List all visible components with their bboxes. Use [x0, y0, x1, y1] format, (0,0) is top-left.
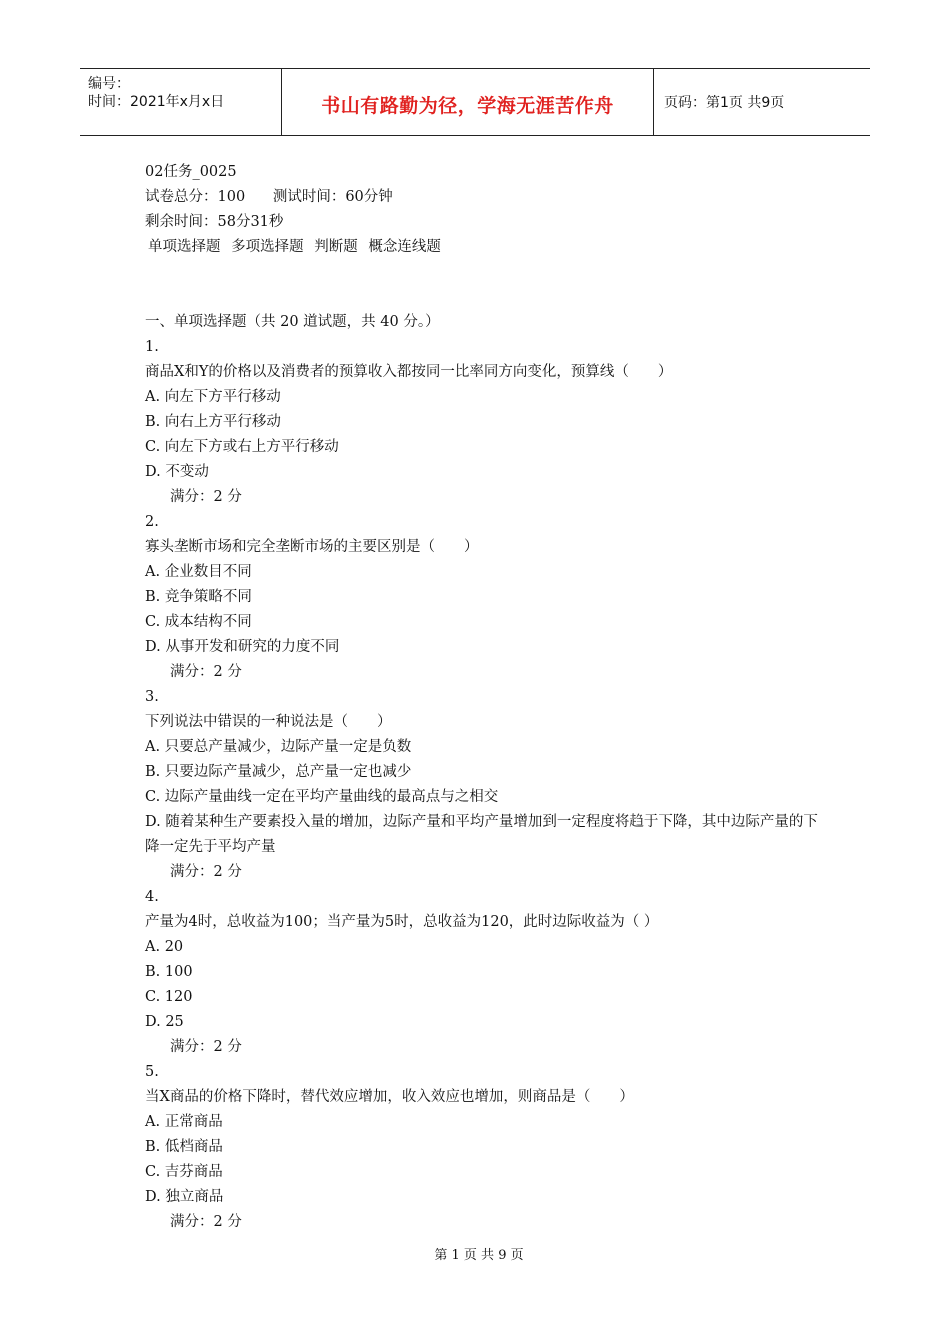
header-info-cell	[80, 69, 282, 135]
answer-option[interactable]: A. 正常商品	[145, 1114, 223, 1130]
question-type-tabs	[145, 235, 825, 260]
question-block	[145, 885, 825, 1060]
answer-option[interactable]: B. 向右上方平行移动	[145, 414, 281, 430]
question-score: 满分：2 分	[170, 489, 242, 505]
answer-option[interactable]: A. 20	[145, 939, 184, 955]
tab-concept-matching[interactable]: 概念连线题	[368, 239, 441, 255]
question-score: 满分：2 分	[170, 1039, 242, 1055]
question-stem: 商品X和Y的价格以及消费者的预算收入都按同一比率同方向变化，预算线（ ）	[145, 364, 673, 380]
answer-option[interactable]: D. 不变动	[145, 464, 209, 480]
question-stem: 当X商品的价格下降时，替代效应增加，收入效应也增加，则商品是（ ）	[145, 1089, 634, 1105]
question-stem: 寡头垄断市场和完全垄断市场的主要区别是（ ）	[145, 539, 479, 555]
task-name: 02任务_0025	[145, 164, 237, 180]
question-block	[145, 685, 825, 885]
header-page-info: 页码：第1页 共9页	[664, 95, 785, 111]
exam-content	[145, 160, 825, 1235]
answer-option[interactable]: C. 成本结构不同	[145, 614, 252, 630]
question-score: 满分：2 分	[170, 864, 242, 880]
page-footer	[0, 1244, 950, 1263]
question-number: 2.	[145, 514, 159, 530]
question-stem: 下列说法中错误的一种说法是（ ）	[145, 714, 392, 730]
total-score-and-time: 试卷总分：100 测试时间：60分钟	[145, 189, 393, 205]
tab-true-false[interactable]: 判断题	[314, 239, 358, 255]
answer-option[interactable]: C. 向左下方或右上方平行移动	[145, 439, 339, 455]
header-page-cell	[654, 69, 870, 135]
remaining-time: 剩余时间：58分31秒	[145, 214, 284, 230]
answer-option[interactable]: D. 从事开发和研究的力度不同	[145, 639, 340, 655]
question-block	[145, 335, 825, 510]
answer-option[interactable]: C. 吉芬商品	[145, 1164, 223, 1180]
tab-multiple-choice[interactable]: 多项选择题	[231, 239, 304, 255]
header-motto-cell	[282, 69, 654, 135]
answer-option[interactable]: A. 只要总产量减少，边际产量一定是负数	[145, 739, 412, 755]
answer-option[interactable]: A. 企业数目不同	[145, 564, 252, 580]
document-date-label: 时间：2021年x月x日	[88, 94, 225, 110]
answer-option[interactable]: D. 独立商品	[145, 1189, 224, 1205]
answer-option[interactable]: C. 120	[145, 989, 193, 1005]
question-number: 1.	[145, 339, 159, 355]
question-number: 4.	[145, 889, 159, 905]
answer-option[interactable]: D. 随着某种生产要素投入量的增加，边际产量和平均产量增加到一定程度将趋于下降，其中边际产量的下降一定先于平均产量	[145, 814, 818, 855]
answer-option[interactable]: D. 25	[145, 1014, 184, 1030]
section-title: 一、单项选择题（共 20 道试题，共 40 分。）	[145, 314, 440, 330]
spacer	[145, 260, 825, 310]
page-header	[80, 68, 870, 136]
question-block	[145, 510, 825, 685]
answer-option[interactable]: B. 低档商品	[145, 1139, 223, 1155]
footer-page-number: 第 1 页 共 9 页	[434, 1248, 524, 1263]
header-motto: 书山有路勤为径，学海无涯苦作舟	[321, 94, 614, 117]
answer-option[interactable]: C. 边际产量曲线一定在平均产量曲线的最高点与之相交	[145, 789, 499, 805]
tab-single-choice[interactable]: 单项选择题	[148, 239, 221, 255]
question-number: 5.	[145, 1064, 159, 1080]
question-number: 3.	[145, 689, 159, 705]
answer-option[interactable]: B. 只要边际产量减少，总产量一定也减少	[145, 764, 412, 780]
question-score: 满分：2 分	[170, 664, 242, 680]
question-score: 满分：2 分	[170, 1214, 242, 1230]
document-number-label: 编号：	[88, 76, 130, 92]
answer-option[interactable]: B. 竞争策略不同	[145, 589, 252, 605]
question-stem: 产量为4时，总收益为100；当产量为5时，总收益为120，此时边际收益为（ ）	[145, 914, 659, 930]
answer-option[interactable]: A. 向左下方平行移动	[145, 389, 281, 405]
answer-option[interactable]: B. 100	[145, 964, 193, 980]
question-block	[145, 1060, 825, 1235]
